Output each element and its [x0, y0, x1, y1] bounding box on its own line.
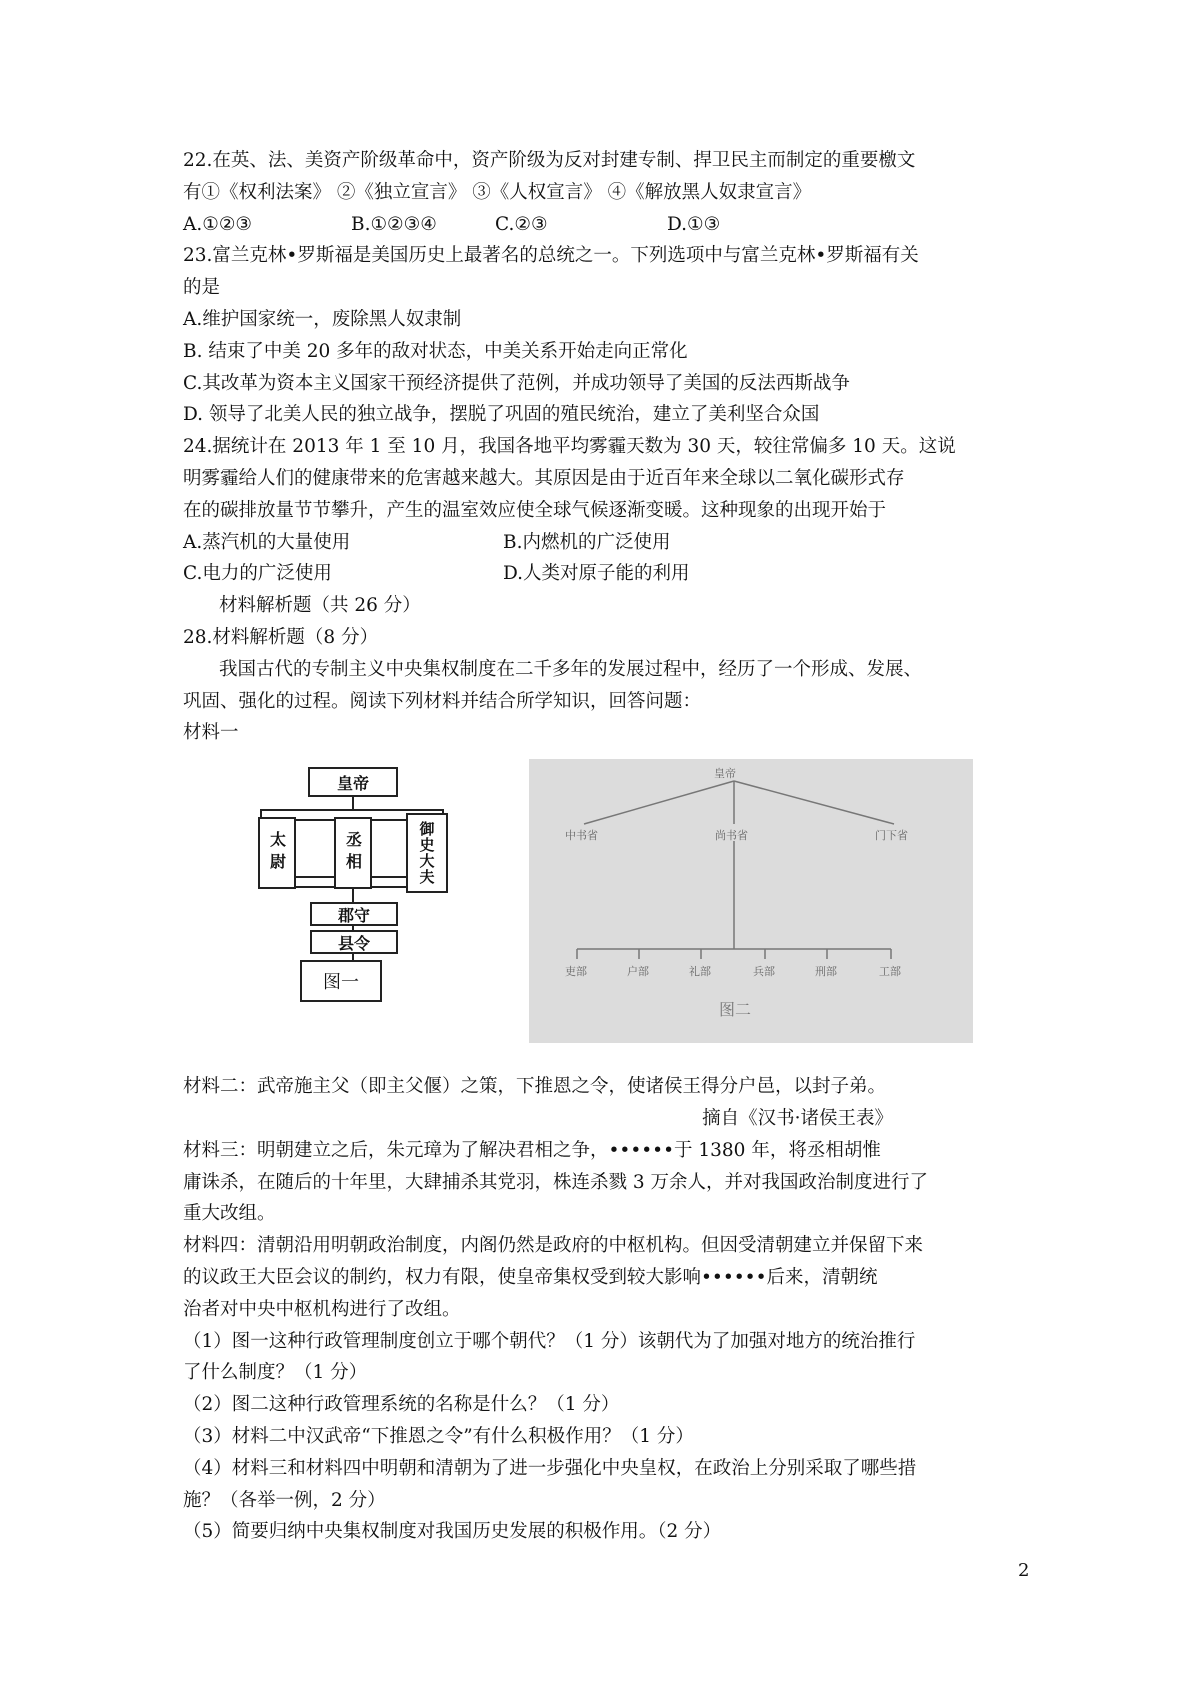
subquestion-3: （3）材料二中汉武帝“下推恩之令”有什么积极作用？（1 分）: [183, 1425, 694, 1447]
q24-options-row1: [183, 527, 1043, 559]
q24-stem-line1: 24.据统计在 2013 年 1 至 10 月，我国各地平均雾霾天数为 30 天，较往常偏多 10 天。这说: [183, 436, 956, 458]
material-two: 材料二：武帝施主父（即主父偃）之策，下推恩之令，使诸侯王得分户邑，以封子弟。: [183, 1076, 887, 1098]
q22-option-d: D.①③: [667, 213, 721, 235]
material-four-line3: 治者对中央中枢机构进行了改组。: [183, 1298, 461, 1320]
q22-option-b: B.①②③④: [351, 213, 437, 235]
material-four-line2: 的议政王大臣会议的制约，权力有限，使皇帝集权受到较大影响••••••后来，清朝统: [183, 1266, 878, 1288]
q24-options-row2: [183, 558, 1043, 590]
figure-two-diagram: [529, 759, 973, 1043]
q24-stem-line2: 明雾霾给人们的健康带来的危害越来越大。其原因是由于近百年来全球以二氧化碳形式存: [183, 467, 905, 489]
q22-option-c: C.②③: [495, 213, 548, 235]
q23-option-b: B. 结束了中美 20 多年的敌对状态，中美关系开始走向正常化: [183, 340, 688, 362]
fig2-libu-personnel-label: 吏部: [565, 965, 587, 979]
material-two-source: 摘自《汉书·诸侯王表》: [702, 1107, 893, 1129]
q23-option-c: C.其改革为资本主义国家干预经济提供了范例，并成功领导了美国的反法西斯战争: [183, 372, 850, 394]
fig2-menxia-label: 门下省: [875, 829, 908, 843]
fig2-libu-rites-label: 礼部: [689, 965, 711, 979]
q23-stem-line2: 的是: [183, 277, 221, 299]
material-three-line3: 重大改组。: [183, 1203, 276, 1225]
section-title: 材料解析题（共 26 分）: [219, 595, 421, 617]
fig2-zhongshu-label: 中书省: [565, 829, 598, 843]
material-one-label: 材料一: [183, 722, 239, 744]
q24-option-b: B.内燃机的广泛使用: [503, 531, 671, 553]
fig1-junshou-box: 郡守: [310, 902, 398, 926]
q24-option-a: A.蒸汽机的大量使用: [183, 531, 351, 553]
q22-options: [183, 209, 1043, 241]
subquestion-1-line2: 了什么制度？（1 分）: [183, 1362, 368, 1384]
fig1-emperor-box: 皇帝: [308, 767, 398, 797]
fig2-shangshu-label: 尚书省: [715, 829, 748, 843]
fig1-taiwei-box: 太尉: [258, 817, 296, 889]
q23-stem-line1: 23.富兰克林•罗斯福是美国历史上最著名的总统之一。下列选项中与富兰克林•罗斯福有关: [183, 245, 919, 267]
subquestion-2: （2）图二这种行政管理系统的名称是什么？（1 分）: [183, 1394, 620, 1416]
q24-option-d: D.人类对原子能的利用: [503, 563, 690, 585]
fig1-yushidafu-box: 御史大夫: [406, 813, 448, 893]
subquestion-5: （5）简要归纳中央集权制度对我国历史发展的积极作用。（2 分）: [183, 1521, 722, 1543]
fig1-caption: 图一: [300, 960, 382, 1002]
subquestion-4-line1: （4）材料三和材料四中明朝和清朝为了进一步强化中央皇权，在政治上分别采取了哪些措: [183, 1457, 917, 1479]
fig1-chengxiang-box: 丞相: [334, 817, 372, 889]
page-number: 2: [1018, 1560, 1030, 1581]
q23-option-a: A.维护国家统一，废除黑人奴隶制: [183, 308, 462, 330]
q28-title: 28.材料解析题（8 分）: [183, 626, 379, 648]
q28-intro-line1: 我国古代的专制主义中央集权制度在二千多年的发展过程中，经历了一个形成、发展、: [219, 658, 923, 680]
material-three-line2: 庸诛杀，在随后的十年里，大肆捕杀其党羽，株连杀戮 3 万余人，并对我国政治制度进行了: [183, 1171, 929, 1193]
fig2-emperor-label: 皇帝: [714, 767, 736, 781]
figures-area: [183, 755, 1043, 1063]
material-four-line1: 材料四：清朝沿用明朝政治制度，内阁仍然是政府的中枢机构。但因受清朝建立并保留下来: [183, 1235, 924, 1257]
q22-option-a: A.①②③: [183, 213, 252, 235]
fig2-xingbu-label: 刑部: [815, 965, 837, 979]
material-three-line1: 材料三：明朝建立之后，朱元璋为了解决君相之争，••••••于 1380 年，将丞相胡惟: [183, 1139, 881, 1161]
exam-page: [183, 145, 1043, 1548]
q22-stem-line1: 22.在英、法、美资产阶级革命中，资产阶级为反对封建专制、捍卫民主而制定的重要檄文: [183, 150, 916, 171]
subquestion-1-line1: （1）图一这种行政管理制度创立于哪个朝代？（1 分）该朝代为了加强对地方的统治推行: [183, 1330, 916, 1352]
figure-one-diagram: [258, 765, 448, 1055]
subquestion-4-line2: 施？（各举一例，2 分）: [183, 1489, 386, 1511]
q23-option-d: D. 领导了北美人民的独立战争，摆脱了巩固的殖民统治，建立了美利坚合众国: [183, 404, 820, 426]
q24-stem-line3: 在的碳排放量节节攀升，产生的温室效应使全球气候逐渐变暖。这种现象的出现开始于: [183, 499, 887, 521]
fig2-gongbu-label: 工部: [879, 965, 901, 979]
q22-stem-line2: 有①《权利法案》 ②《独立宣言》 ③《人权宣言》 ④《解放黑人奴隶宣言》: [183, 181, 812, 203]
fig2-bingbu-label: 兵部: [753, 965, 775, 979]
fig1-xianling-box: 县令: [310, 930, 398, 954]
fig2-caption: 图二: [719, 1000, 752, 1020]
q24-option-c: C.电力的广泛使用: [183, 563, 332, 585]
fig2-hubu-label: 户部: [627, 965, 649, 979]
q28-intro-line2: 巩固、强化的过程。阅读下列材料并结合所学知识，回答问题：: [183, 690, 702, 712]
